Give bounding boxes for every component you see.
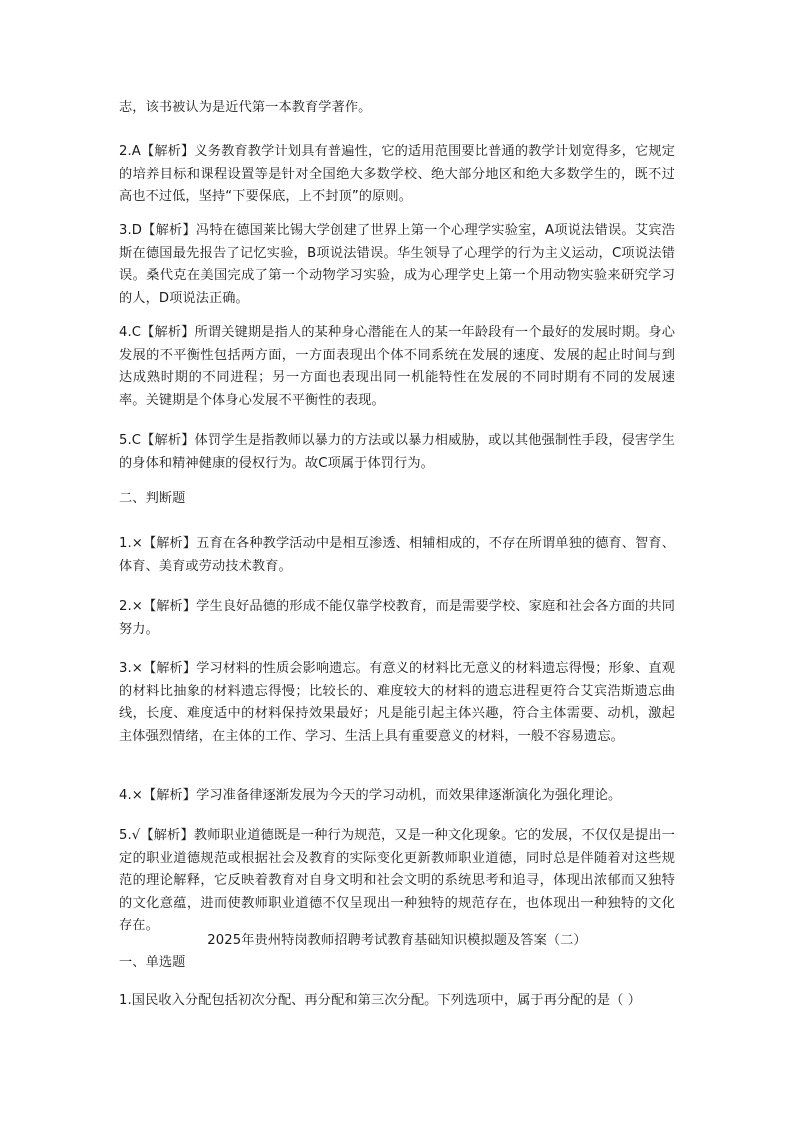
section-heading-single-choice: 一、单选题	[119, 955, 186, 970]
answer-3-paragraph: 3.D【解析】冯特在德国莱比锡大学创建了世界上第一个心理学实验室，A项说法错误。艾宾浩斯在德国最先报告了记忆实验，B项说法错误。华生领导了心理学的行为主义运动，C项说法错误。桑代克在美国完成了第一个动物学习实验，成为心理学史上第一个用动物实验来研究学习的人，D项说法正确。	[119, 223, 675, 306]
section-heading-judge: 二、判断题	[119, 491, 186, 506]
judge-answer-1-paragraph: 1.×【解析】五育在各种教学活动中是相互渗透、相辅相成的，不存在所谓单独的德育、智育、体育、美育或劳动技术教育。	[119, 536, 675, 574]
answer-4-paragraph: 4.C【解析】所谓关键期是指人的某种身心潜能在人的某一年龄段有一个最好的发展时期。身心发展的不平衡性包括两方面，一方面表现出个体不同系统在发展的速度、发展的起止时间与到达成熟时期的不同进程；另一方面也表现出同一机能特性在发展的不同时期有不同的发展速率。关键期是个体身心发展不平衡性的表现。	[119, 325, 675, 408]
exam-title: 2025年贵州特岗教师招聘考试教育基础知识模拟题及答案（二）	[207, 933, 587, 948]
judge-answer-4-paragraph: 4.×【解析】学习准备律逐渐发展为今天的学习动机，而效果律逐渐演化为强化理论。	[119, 788, 622, 803]
answer-5-paragraph: 5.C【解析】体罚学生是指教师以暴力的方法或以暴力相威胁，或以其他强制性手段，侵害学生的身体和精神健康的侵权行为。故C项属于体罚行为。	[119, 433, 675, 471]
answer-2-paragraph: 2.A【解析】义务教育教学计划具有普遍性，它的适用范围要比普通的教学计划宽得多，它规定的培养目标和课程设置等是针对全国绝大多数学校、绝大部分地区和绝大多数学生的，既不过高也不过低，坚持“下要保底，上不封顶”的原则。	[119, 144, 675, 204]
judge-answer-3-paragraph: 3.×【解析】学习材料的性质会影响遗忘。有意义的材料比无意义的材料遗忘得慢；形象、直观的材料比抽象的材料遗忘得慢；比较长的、难度较大的材料的遗忘进程更符合艾宾浩斯遗忘曲线，长度、难度适中的材料保持效果最好；凡是能引起主体兴趣，符合主体需要、动机，激起主体强烈情绪，在主体的工作、学习、生活上具有重要意义的材料，一般不容易遗忘。	[119, 661, 675, 744]
judge-answer-2-paragraph: 2.×【解析】学生良好品德的形成不能仅靠学校教育，而是需要学校、家庭和社会各方面的共同努力。	[119, 599, 675, 637]
intro-tail-paragraph: 志，该书被认为是近代第一本教育学著作。	[119, 100, 372, 115]
question-1-paragraph: 1.国民收入分配包括初次分配、再分配和第三次分配。下列选项中，属于再分配的是（ ）	[119, 993, 641, 1008]
judge-answer-5-paragraph: 5.√【解析】教师职业道德既是一种行为规范，又是一种文化现象。它的发展，不仅仅是提出一定的职业道德规范或根据社会及教育的实际变化更新教师职业道德，同时总是伴随着对这些规范的理论解释，它反映着教育对自身文明和社会文明的系统思考和追寻，体现出浓郁而又独特的文化意蕴，进而使教师职业道德不仅呈现出一种独特的规范存在，也体现出一种独特的文化存在。	[119, 828, 675, 933]
